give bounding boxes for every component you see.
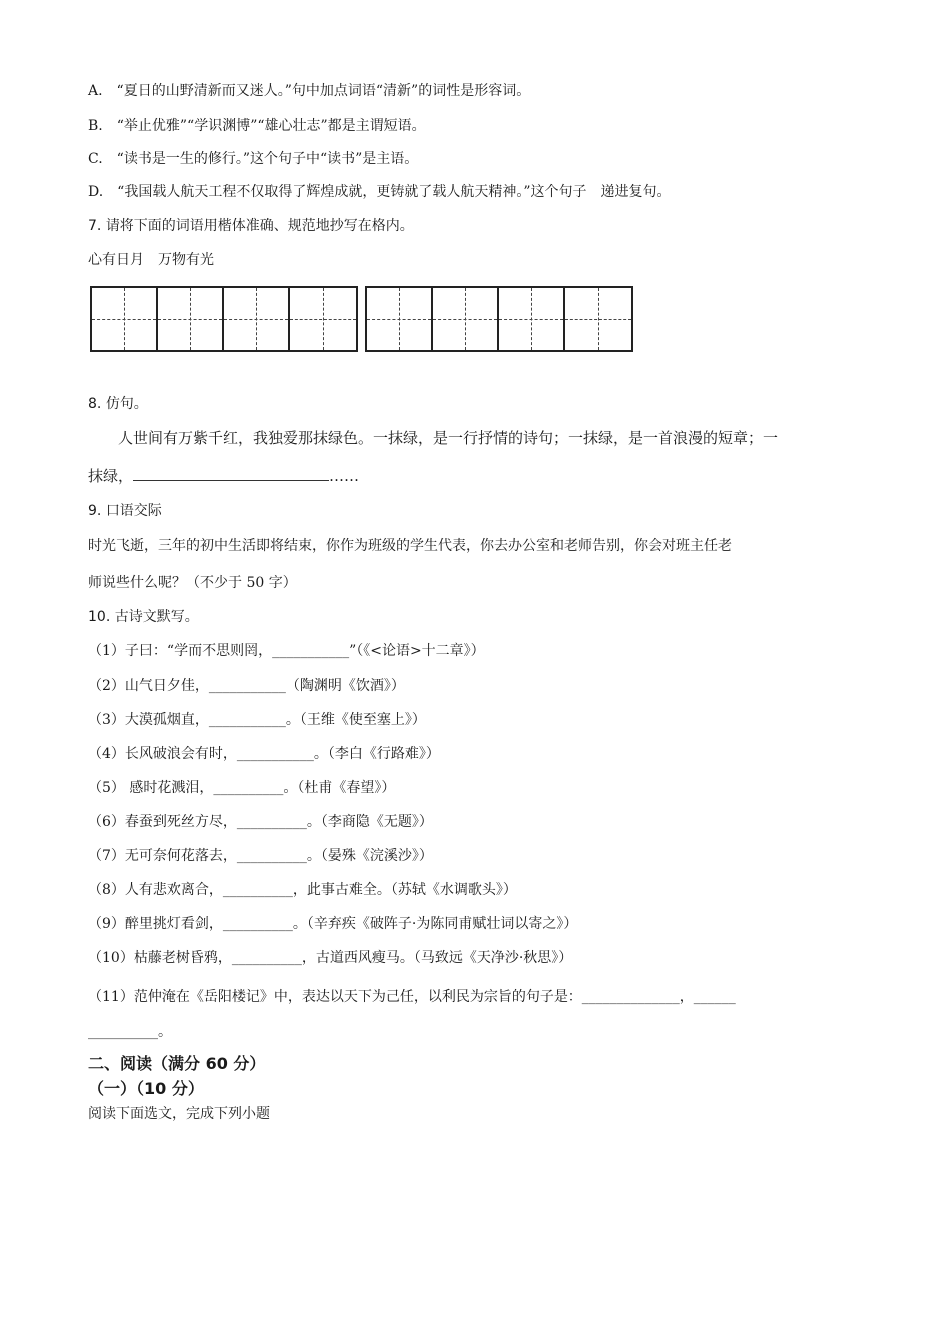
poem-item: （1）子曰：“学而不思则罔，___________”（《<论语>十二章》）: [88, 643, 485, 659]
option-d: D. “我国载人航天工程不仅取得了辉煌成就，更铸就了载人航天精神。”这个句子 递进复句。: [88, 184, 671, 200]
poem-item: （5） 感时花溅泪，__________。（杜甫《春望》）: [88, 780, 396, 796]
grid-cell[interactable]: [433, 288, 499, 350]
question-7: [88, 216, 414, 236]
question-prompt: 请将下面的词语用楷体准确、规范地抄写在格内。: [105, 218, 414, 234]
grid-cell[interactable]: [92, 288, 158, 350]
poem-item-continuation: __________。: [88, 1024, 172, 1040]
grid-cell[interactable]: [290, 288, 356, 350]
question-prompt: 古诗文默写。: [114, 609, 199, 625]
answer-blank[interactable]: [133, 466, 329, 481]
q8-sentence-line2: [88, 466, 359, 486]
poem-item: （11）范仲淹在《岳阳楼记》中，表达以天下为己任，以利民为宗旨的句子是：______________，______: [88, 989, 736, 1005]
poem-item: （8）人有悲欢离合，__________，此事古难全。（苏轼《水调歌头》）: [88, 882, 517, 898]
section-instruction: 阅读下面选文，完成下列小题: [88, 1106, 270, 1122]
option-a: A. “夏日的山野清新而又迷人。”句中加点词语“清新”的词性是形容词。: [88, 83, 531, 99]
question-number: 8.: [88, 396, 102, 412]
question-9: [88, 501, 162, 521]
grid-cell[interactable]: [367, 288, 433, 350]
q8-line2-end: ……: [329, 467, 360, 485]
grid-cell[interactable]: [499, 288, 565, 350]
writing-grid-right: [365, 286, 633, 352]
grid-cell[interactable]: [565, 288, 631, 350]
grid-cell[interactable]: [158, 288, 224, 350]
option-c: C. “读书是一生的修行。”这个句子中“读书”是主语。: [88, 151, 419, 167]
question-number: 9.: [88, 503, 102, 519]
q7-words: 心有日月 万物有光: [88, 252, 214, 268]
q8-line2-start: 抹绿，: [88, 467, 134, 485]
option-b: B. “举止优雅”“学识渊博”“雄心壮志”都是主谓短语。: [88, 118, 426, 134]
section-part-title: （一）（10 分）: [88, 1079, 204, 1098]
question-prompt: 仿句。: [105, 396, 148, 412]
poem-item: （7）无可奈何花落去，__________。（晏殊《浣溪沙》）: [88, 848, 433, 864]
q8-sentence-line1: 人世间有万紫千红，我独爱那抹绿色。一抹绿，是一行抒情的诗句；一抹绿，是一首浪漫的短章；一: [118, 429, 779, 447]
question-prompt: 口语交际: [105, 503, 162, 519]
question-number: 10.: [88, 609, 111, 625]
question-10: [88, 607, 199, 627]
question-8: [88, 394, 148, 414]
poem-item: （3）大漠孤烟直，___________。（王维《使至塞上》）: [88, 712, 426, 728]
poem-item: （4）长风破浪会有时，___________。（李白《行路难》）: [88, 746, 440, 762]
section-title: 二、阅读（满分 60 分）: [88, 1054, 266, 1073]
q9-line1: 时光飞逝，三年的初中生活即将结束，你作为班级的学生代表，你去办公室和老师告别，你会对班主任老: [88, 538, 732, 554]
poem-item: （6）春蚕到死丝方尽，__________。（李商隐《无题》）: [88, 814, 433, 830]
q9-line2: 师说些什么呢？（不少于 50 字）: [88, 575, 297, 591]
poem-item: （9）醉里挑灯看剑，__________。（辛弃疾《破阵子·为陈同甫赋壮词以寄之》）: [88, 916, 578, 932]
question-number: 7.: [88, 218, 102, 234]
writing-grid-left: [90, 286, 358, 352]
poem-item: （2）山气日夕佳，___________（陶渊明《饮酒》）: [88, 678, 405, 694]
grid-cell[interactable]: [224, 288, 290, 350]
poem-item: （10）枯藤老树昏鸦，__________，古道西风瘦马。（马致远《天净沙·秋思》）: [88, 950, 573, 966]
